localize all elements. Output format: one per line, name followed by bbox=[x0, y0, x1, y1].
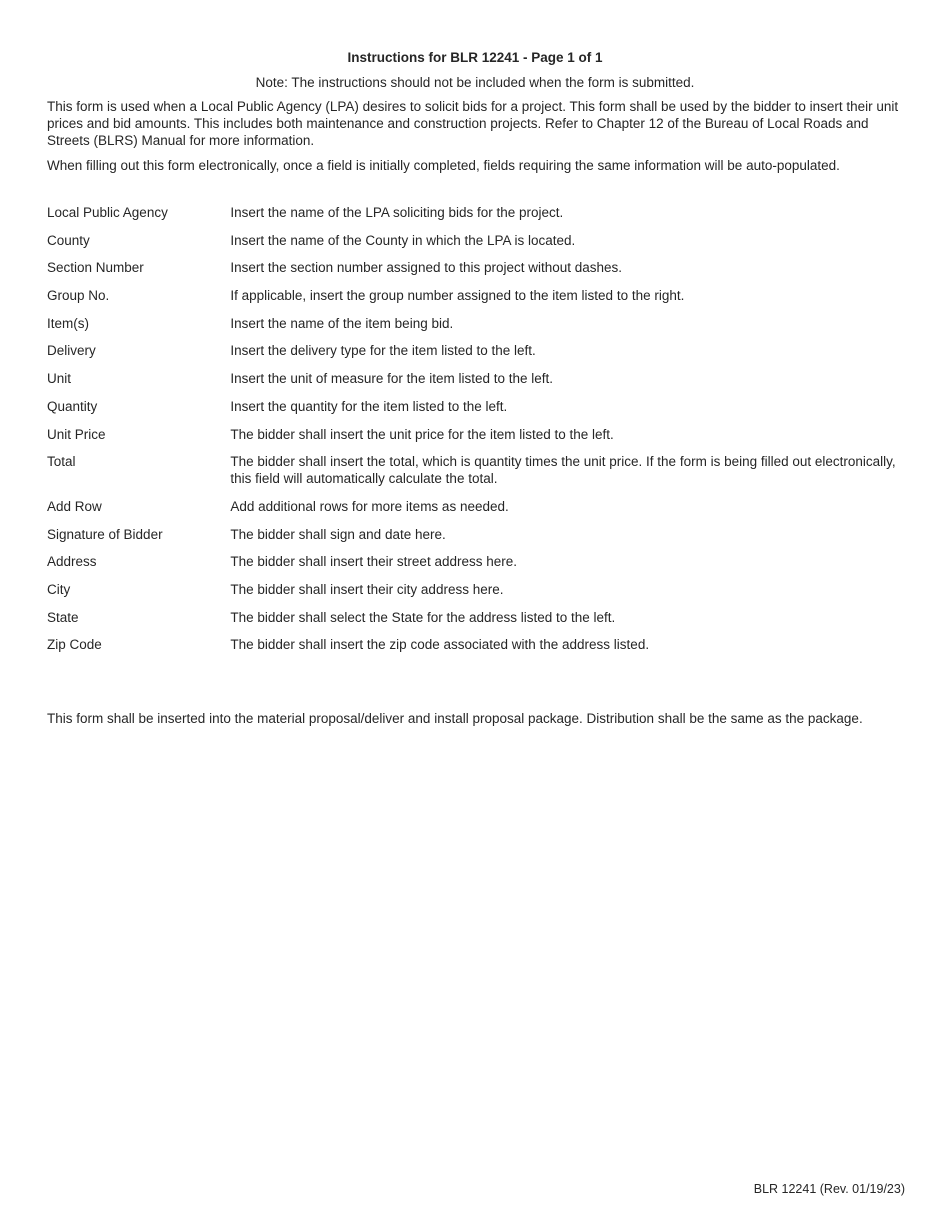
field-row bbox=[47, 204, 907, 232]
field-description: If applicable, insert the group number assigned to the item listed to the right. bbox=[230, 288, 685, 304]
field-row bbox=[47, 426, 907, 454]
field-description: Insert the name of the County in which the LPA is located. bbox=[230, 232, 576, 248]
intro-section bbox=[47, 98, 907, 182]
field-instructions-table bbox=[47, 204, 907, 664]
field-description: Insert the name of the item being bid. bbox=[230, 315, 454, 331]
field-row bbox=[47, 581, 907, 609]
field-label: City bbox=[47, 581, 71, 597]
field-description: The bidder shall insert the unit price for the item listed to the left. bbox=[230, 426, 614, 442]
field-label: Signature of Bidder bbox=[47, 526, 163, 542]
field-row bbox=[47, 398, 907, 426]
field-description: The bidder shall insert the zip code associated with the address listed. bbox=[230, 637, 650, 653]
field-row bbox=[47, 498, 907, 526]
field-label: Address bbox=[47, 554, 97, 570]
page-title: Instructions for BLR 12241 - Page 1 of 1 bbox=[347, 50, 603, 65]
field-label: Delivery bbox=[47, 343, 96, 359]
field-label: County bbox=[47, 232, 90, 248]
field-label: Zip Code bbox=[47, 637, 102, 653]
distribution-text: This form shall be inserted into the material proposal/deliver and install proposal package. Distribution shall be the same as the package. bbox=[47, 711, 863, 726]
field-row bbox=[47, 342, 907, 370]
field-label: Item(s) bbox=[47, 315, 89, 331]
field-description: The bidder shall insert their city address here. bbox=[230, 581, 504, 597]
field-label: State bbox=[47, 609, 79, 625]
field-description: Insert the unit of measure for the item listed to the left. bbox=[230, 371, 554, 387]
field-label: Quantity bbox=[47, 398, 98, 414]
field-description: Add additional rows for more items as needed. bbox=[230, 498, 509, 514]
note-text: Note: The instructions should not be included when the form is submitted. bbox=[255, 75, 695, 90]
field-description: Insert the delivery type for the item listed to the left. bbox=[230, 343, 536, 359]
field-row bbox=[47, 609, 907, 637]
field-row bbox=[47, 453, 907, 498]
field-label: Unit Price bbox=[47, 426, 106, 442]
form-revision-footer: BLR 12241 (Rev. 01/19/23) bbox=[753, 1182, 905, 1196]
field-row bbox=[47, 259, 907, 287]
field-label: Section Number bbox=[47, 260, 144, 276]
field-description: The bidder shall insert the total, which is quantity times the unit price. If the form is being filled out electronically, this field will automatically calculate the total. bbox=[230, 454, 896, 487]
field-label: Group No. bbox=[47, 288, 110, 304]
field-label: Add Row bbox=[47, 498, 102, 514]
field-row bbox=[47, 526, 907, 554]
field-description: The bidder shall sign and date here. bbox=[230, 526, 446, 542]
field-row bbox=[47, 315, 907, 343]
field-row bbox=[47, 553, 907, 581]
field-label: Total bbox=[47, 454, 76, 470]
intro-paragraph: This form is used when a Local Public Agency (LPA) desires to solicit bids for a project. This form shall be used by the bidder to insert their unit prices and bid amounts. This includes both maintenance and construction projects. Refer to Chapter 12 of the Bureau of Local Roads and Streets (BLRS) Manual for more information. bbox=[47, 99, 899, 148]
field-description: Insert the name of the LPA soliciting bids for the project. bbox=[230, 205, 564, 220]
field-row bbox=[47, 287, 907, 315]
field-label: Local Public Agency bbox=[47, 205, 168, 220]
field-description: Insert the section number assigned to this project without dashes. bbox=[230, 260, 623, 276]
intro-paragraph: When filling out this form electronically, once a field is initially completed, fields requiring the same information will be auto-populated. bbox=[47, 158, 840, 173]
field-row bbox=[47, 636, 907, 664]
field-description: Insert the quantity for the item listed to the left. bbox=[230, 398, 508, 414]
field-row bbox=[47, 232, 907, 260]
field-description: The bidder shall insert their street address here. bbox=[230, 554, 517, 570]
field-description: The bidder shall select the State for the address listed to the left. bbox=[230, 609, 616, 625]
field-label: Unit bbox=[47, 371, 72, 387]
field-row bbox=[47, 370, 907, 398]
